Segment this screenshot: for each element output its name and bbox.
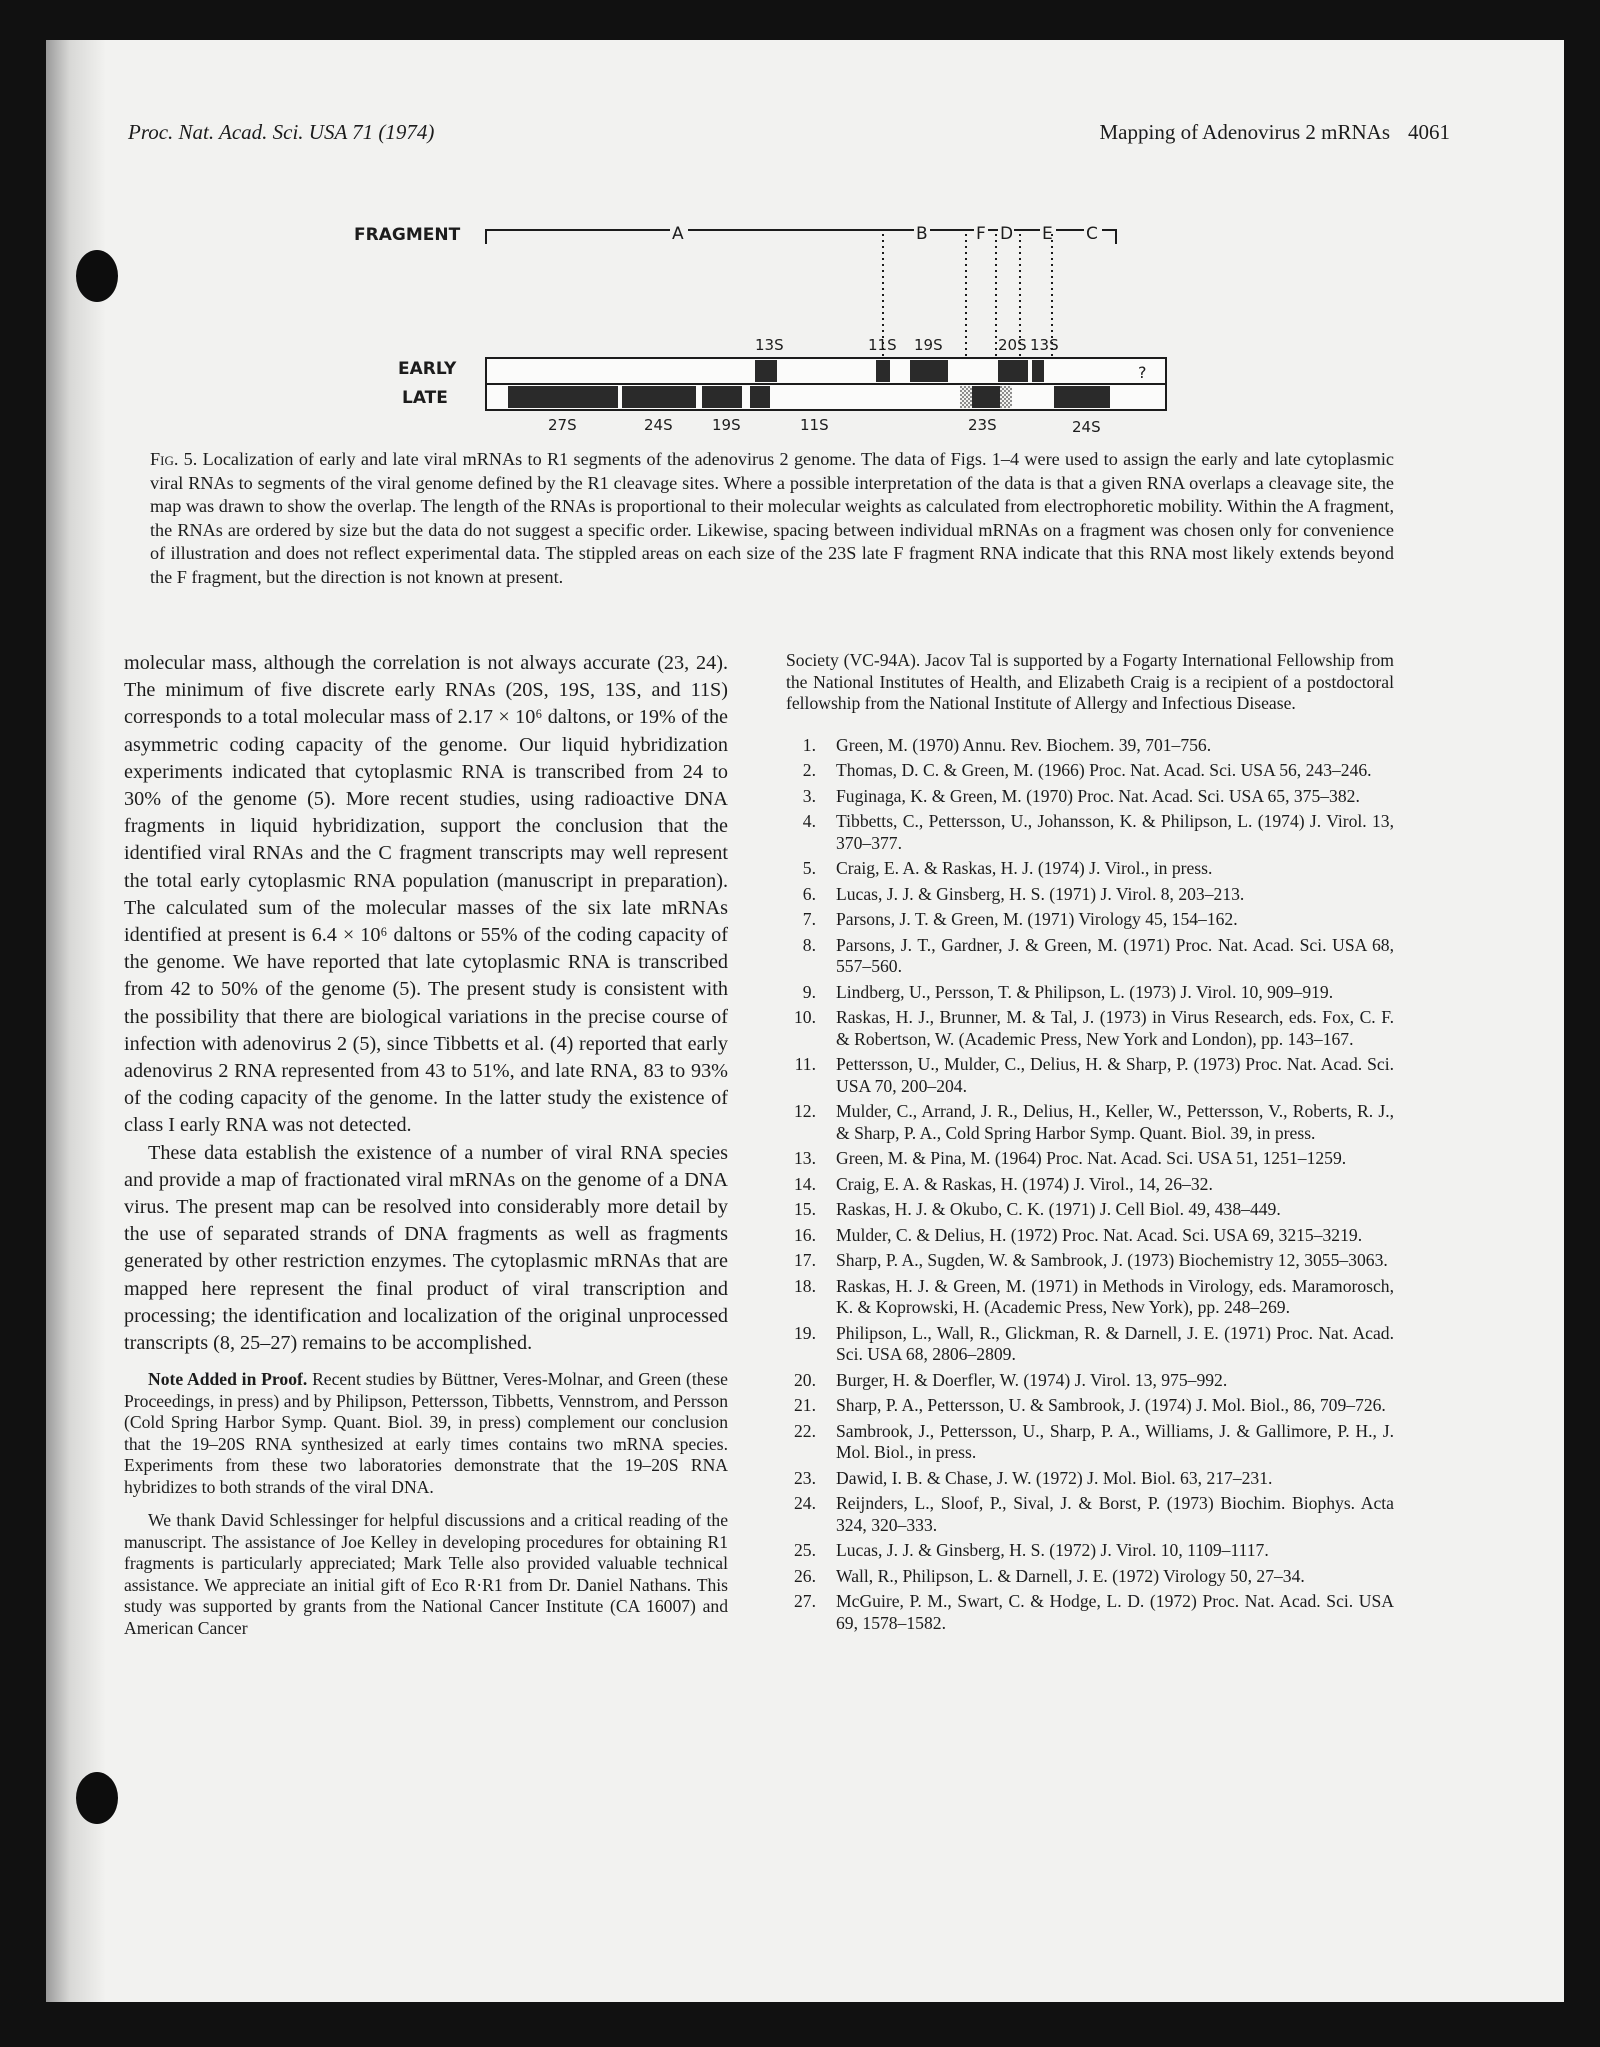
journal-citation: Proc. Nat. Acad. Sci. USA 71 (1974)	[128, 120, 435, 144]
reference-number: 15.	[794, 1199, 816, 1219]
note-text: Recent studies by Büttner, Veres-Molnar, and Green (these Proceedings, in press) and by Philipson, Pettersson, Tibbetts, Vennstrom, and Persson (Cold Spring Harbor Symp. Quant. Biol. 39, in press) complement our conclusion that the 19–20S RNA synthesized at early times contains two mRNA species. Experiments from these two laboratories demonstrate that the 19–20S RNA hybridizes to both strands of the viral DNA.	[124, 1369, 728, 1497]
early-rna-label: 13S	[755, 336, 784, 354]
reference-text: Tibbetts, C., Pettersson, U., Johansson, K. & Philipson, L. (1974) J. Virol. 13, 370–377.	[836, 811, 1394, 853]
reference-item	[786, 786, 1394, 808]
reference-text: Craig, E. A. & Raskas, H. (1974) J. Virol., 14, 26–32.	[836, 1173, 1213, 1194]
reference-item	[786, 1225, 1394, 1247]
reference-number: 13.	[794, 1148, 816, 1168]
reference-item	[786, 909, 1394, 931]
reference-text: Raskas, H. J. & Okubo, C. K. (1971) J. Cell Biol. 49, 438–449.	[836, 1199, 1281, 1219]
fragment-line	[1102, 230, 1116, 244]
late-rna-label: 27S	[548, 416, 577, 434]
reference-item	[786, 1540, 1394, 1562]
early-genome-bar	[486, 358, 1166, 384]
punch-hole	[76, 250, 118, 302]
late-rna-label: 24S	[644, 416, 673, 434]
reference-text: Lindberg, U., Persson, T. & Philipson, L. (1973) J. Virol. 10, 909–919.	[836, 981, 1334, 1002]
reference-item	[786, 858, 1394, 880]
reference-number: 16.	[794, 1224, 816, 1245]
reference-item	[786, 735, 1394, 757]
fragment-label-d: D	[1000, 224, 1014, 244]
late-rna-label: 19S	[712, 416, 741, 434]
late-rna-label: 11S	[800, 416, 829, 434]
reference-text: Thomas, D. C. & Green, M. (1966) Proc. Nat. Acad. Sci. USA 56, 243–246.	[836, 760, 1372, 780]
reference-number: 5.	[802, 858, 816, 878]
body-paragraph: These data establish the existence of a number of viral RNA species and provide a map of fractionated viral mRNAs on the genome of a DNA virus. The present map can be resolved into considerably more detail by the use of separated strands of DNA fragments as well as fragments generated by other restriction enzymes. The cytoplasmic mRNAs that are mapped here represent the final product of viral transcription and processing; the identification and localization of the original unprocessed transcripts (8, 25–27) remains to be accomplished.	[124, 1141, 728, 1355]
early-row-label: EARLY	[398, 359, 457, 379]
reference-item	[786, 1199, 1394, 1221]
fragment-label-f: F	[976, 224, 986, 244]
reference-text: Craig, E. A. & Raskas, H. J. (1974) J. Virol., in press.	[836, 858, 1213, 878]
reference-item	[786, 1323, 1394, 1366]
reference-item	[786, 1148, 1394, 1170]
reference-item	[786, 982, 1394, 1004]
reference-item	[786, 1421, 1394, 1464]
reference-list	[786, 735, 1394, 1635]
reference-text: Lucas, J. J. & Ginsberg, H. S. (1972) J. Virol. 10, 1109–1117.	[836, 1540, 1269, 1560]
early-rna-20s	[998, 360, 1028, 382]
late-rna-24s	[622, 386, 696, 408]
reference-text: Fuginaga, K. & Green, M. (1970) Proc. Nat. Acad. Sci. USA 65, 375–382.	[836, 785, 1360, 806]
reference-number: 4.	[802, 811, 816, 831]
reference-number: 20.	[794, 1369, 816, 1390]
reference-number: 21.	[794, 1395, 816, 1415]
reference-text: Wall, R., Philipson, L. & Darnell, J. E. (1972) Virology 50, 27–34.	[836, 1565, 1305, 1586]
reference-number: 22.	[794, 1420, 816, 1441]
reference-number: 9.	[802, 981, 816, 1002]
late-rna-27s	[508, 386, 618, 408]
early-rna-label: 13S	[1030, 336, 1059, 354]
page-number: 4061	[1408, 120, 1450, 144]
early-rna-19s	[910, 360, 948, 382]
late-rna-label: 23S	[968, 416, 997, 434]
reference-item	[786, 1395, 1394, 1417]
reference-number: 18.	[794, 1275, 816, 1296]
reference-text: Mulder, C., Arrand, J. R., Delius, H., Keller, W., Pettersson, V., Roberts, R. J., & Sharp, P. A., Cold Spring Harbor Symp. Quant. Biol. 39, in press.	[836, 1101, 1394, 1143]
reference-text: Dawid, I. B. & Chase, J. W. (1972) J. Mol. Biol. 63, 217–231.	[836, 1467, 1273, 1488]
fragment-label-b: B	[916, 224, 928, 244]
genome-map-figure	[340, 210, 1190, 440]
late-rna-label: 24S	[1072, 418, 1101, 436]
reference-number: 27.	[794, 1591, 816, 1611]
early-rna-label: 19S	[914, 336, 943, 354]
reference-text: Lucas, J. J. & Ginsberg, H. S. (1971) J. Virol. 8, 203–213.	[836, 883, 1245, 904]
reference-text: Pettersson, U., Mulder, C., Delius, H. & Sharp, P. (1973) Proc. Nat. Acad. Sci. USA 70, 200–204.	[836, 1054, 1394, 1096]
late-row-label: LATE	[402, 388, 448, 408]
reference-item	[786, 760, 1394, 782]
reference-number: 6.	[802, 883, 816, 904]
reference-text: Philipson, L., Wall, R., Glickman, R. & Darnell, J. E. (1971) Proc. Nat. Acad. Sci. USA 68, 2806–2809.	[836, 1322, 1394, 1364]
reference-item	[786, 1566, 1394, 1588]
unknown-mark: ?	[1138, 363, 1147, 382]
late-rna-19s	[702, 386, 742, 408]
reference-text: Green, M. (1970) Annu. Rev. Biochem. 39, 701–756.	[836, 734, 1212, 755]
reference-item	[786, 1007, 1394, 1050]
reference-text: Parsons, J. T., Gardner, J. & Green, M. (1971) Proc. Nat. Acad. Sci. USA 68, 557–560.	[836, 934, 1394, 976]
right-column	[786, 650, 1394, 1638]
reference-number: 3.	[802, 785, 816, 806]
reference-number: 1.	[802, 734, 816, 755]
early-rna-13s	[755, 360, 777, 382]
figure-caption-text: Localization of early and late viral mRNAs to R1 segments of the adenovirus 2 genome. The data of Figs. 1–4 were used to assign the early and late cytoplasmic viral RNAs to segments of the viral genome defined by the R1 cleavage sites. Where a possible interpretation of the data is that a given RNA overlaps a cleavage site, the map was drawn to show the overlap. The length of the RNAs is proportional to their molecular weights as calculated from electrophoretic mobility. Within the A fragment, the RNAs are ordered by size but the data do not suggest a specific order. Likewise, spacing between individual mRNAs on a fragment was chosen only for convenience of illustration and does not reflect experimental data. The stippled areas on each size of the 23S late F fragment RNA indicate that this RNA most likely extends beyond the F fragment, but the direction is not known at present.	[150, 449, 1395, 587]
figure-caption	[150, 448, 1394, 589]
reference-item	[786, 935, 1394, 978]
reference-text: Parsons, J. T. & Green, M. (1971) Virology 45, 154–162.	[836, 909, 1238, 929]
reference-item	[786, 1101, 1394, 1144]
reference-item	[786, 1054, 1394, 1097]
reference-item	[786, 1276, 1394, 1319]
reference-item	[786, 1468, 1394, 1490]
note-heading: Note Added in Proof.	[148, 1369, 308, 1390]
reference-number: 23.	[794, 1467, 816, 1488]
reference-number: 8.	[802, 934, 816, 955]
body-paragraph: molecular mass, although the correlation is not always accurate (23, 24). The minimum of five discrete early RNAs (20S, 19S, 13S, and 11S) corresponds to a total molecular mass of 2.17 × 10⁶ daltons, or 19% of the asymmetric coding capacity of the genome. Our liquid hybridization experiments indicated that cytoplasmic RNA is transcribed from 24 to 30% of the genome (5). More recent studies, using radioactive DNA fragments in liquid hybridization, support the conclusion that the identified viral RNAs and the C fragment transcripts may well represent the total early cytoplasmic RNA population (manuscript in preparation). The calculated sum of the molecular masses of the six late mRNAs identified at present is 6.4 × 10⁶ daltons or 55% of the coding capacity of the genome. We have reported that late cytoplasmic RNA is transcribed from 42 to 50% of the genome (5). The present study is consistent with the possibility that there are biological variations in the precise course of infection with adenovirus 2 (5), since Tibbetts et al. (4) reported that early adenovirus 2 RNA represented from 43 to 51%, and late RNA, 83 to 93% of the coding capacity of the genome. In the latter study the existence of class I early RNA was not detected.	[124, 652, 728, 1137]
reference-item	[786, 1250, 1394, 1272]
reference-text: Burger, H. & Doerfler, W. (1974) J. Virol. 13, 975–992.	[836, 1369, 1228, 1390]
fragment-line	[486, 230, 670, 244]
fragment-label-a: A	[672, 224, 684, 244]
reference-number: 11.	[794, 1054, 816, 1074]
reference-item	[786, 1370, 1394, 1392]
early-rna-11s	[876, 360, 890, 382]
late-rna-24s-c	[1054, 386, 1110, 408]
reference-number: 10.	[794, 1007, 816, 1027]
figure-caption-label: Fig. 5.	[150, 449, 198, 469]
reference-text: Green, M. & Pina, M. (1964) Proc. Nat. Acad. Sci. USA 51, 1251–1259.	[836, 1148, 1347, 1168]
reference-number: 25.	[794, 1540, 816, 1560]
reference-number: 19.	[794, 1322, 816, 1343]
reference-number: 12.	[794, 1101, 816, 1121]
reference-text: Raskas, H. J., Brunner, M. & Tal, J. (1973) in Virus Research, eds. Fox, C. F. & Robertson, W. (Academic Press, New York and London), pp. 143–167.	[836, 1007, 1394, 1049]
running-title: Mapping of Adenovirus 2 mRNAs	[1099, 120, 1390, 144]
reference-text: Mulder, C. & Delius, H. (1972) Proc. Nat. Acad. Sci. USA 69, 3215–3219.	[836, 1224, 1363, 1245]
reference-text: Raskas, H. J. & Green, M. (1971) in Methods in Virology, eds. Maramorosch, K. & Koprowski, H. (Academic Press, New York), pp. 248–269.	[836, 1275, 1394, 1317]
early-rna-label: 11S	[868, 336, 897, 354]
reference-number: 7.	[802, 909, 816, 929]
late-rna-11s	[750, 386, 770, 408]
reference-text: Reijnders, L., Sloof, P., Sival, J. & Borst, P. (1973) Biochim. Biophys. Acta 324, 320–333.	[836, 1493, 1394, 1535]
reference-text: McGuire, P. M., Swart, C. & Hodge, L. D. (1972) Proc. Nat. Acad. Sci. USA 69, 1578–1582.	[836, 1591, 1394, 1633]
fragment-row-label: FRAGMENT	[354, 225, 461, 245]
reference-number: 26.	[794, 1565, 816, 1586]
reference-number: 2.	[802, 760, 816, 780]
fragment-label-e: E	[1042, 224, 1053, 244]
reference-item	[786, 884, 1394, 906]
late-rna-23s-stipple	[960, 386, 972, 408]
reference-text: Sharp, P. A., Sugden, W. & Sambrook, J. (1973) Biochemistry 12, 3055–3063.	[836, 1250, 1388, 1270]
reference-item	[786, 1591, 1394, 1634]
reference-number: 14.	[794, 1173, 816, 1194]
reference-item	[786, 1174, 1394, 1196]
early-rna-label: 20S	[998, 336, 1027, 354]
reference-number: 17.	[794, 1250, 816, 1270]
reference-text: Sharp, P. A., Pettersson, U. & Sambrook, J. (1974) J. Mol. Biol., 86, 709–726.	[836, 1395, 1386, 1415]
reference-item	[786, 811, 1394, 854]
reference-text: Sambrook, J., Pettersson, U., Sharp, P. A., Williams, J. & Gallimore, P. H., J. Mol. Biol., in press.	[836, 1420, 1394, 1462]
acknowledgments-continued: Society (VC-94A). Jacov Tal is supported by a Fogarty International Fellowship from the National Institutes of Health, and Elizabeth Craig is a recipient of a postdoctoral fellowship from the National Institute of Allergy and Infectious Disease.	[786, 650, 1394, 713]
fragment-label-c: C	[1086, 224, 1098, 244]
reference-number: 24.	[794, 1493, 816, 1513]
punch-hole	[76, 1772, 118, 1824]
left-column	[124, 650, 728, 1639]
late-rna-23s-stipple	[1000, 386, 1012, 408]
late-rna-23s	[972, 386, 1000, 408]
note-added-in-proof	[124, 1369, 728, 1498]
reference-item	[786, 1493, 1394, 1536]
acknowledgments: We thank David Schlessinger for helpful discussions and a critical reading of the manuscript. The assistance of Joe Kelley in developing procedures for obtaining R1 fragments is particularly appreciated; Mark Telle also provided valuable technical assistance. We appreciate an initial gift of Eco R·R1 from Dr. Daniel Nathans. This study was supported by grants from the National Cancer Institute (CA 16007) and American Cancer	[124, 1510, 728, 1638]
early-rna-13s-e	[1032, 360, 1044, 382]
